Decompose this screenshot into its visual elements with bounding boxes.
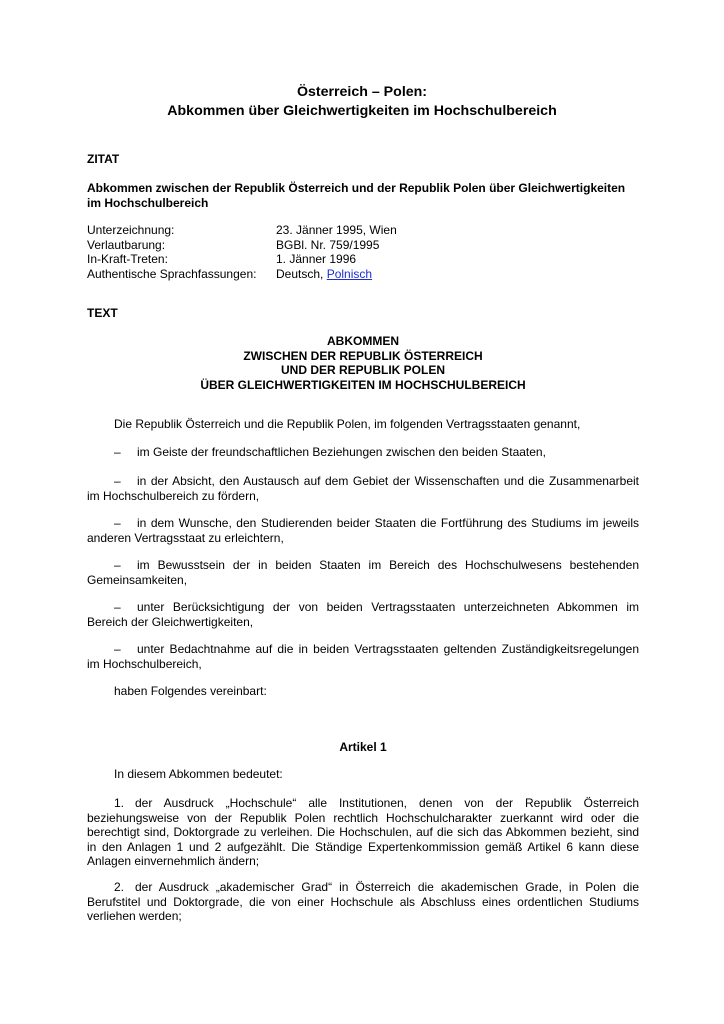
title-line-1: Österreich – Polen: (296, 84, 428, 100)
preamble-clause (87, 600, 639, 629)
definition-item (87, 796, 639, 869)
polish-version-link[interactable]: Polnisch (326, 266, 373, 281)
dash-marker: – (114, 474, 121, 488)
clause-text: im Bewusstsein der in beiden Staaten im Bereich des Hochschulwesens bestehenden Gemeinsamkeiten, (87, 558, 639, 587)
agreement-title-line: UND DER REPUBLIK POLEN (280, 363, 445, 377)
agreed-statement: haben Folgendes vereinbart: (114, 684, 267, 698)
clause-text: in dem Wunsche, den Studierenden beider Staaten die Fortführung des Studiums im jeweils anderen Vertragsstaat zu erleichtern, (87, 516, 639, 545)
agreement-title (87, 334, 639, 392)
agreement-title-line: ABKOMMEN (327, 334, 399, 348)
metadata-label: Unterzeichnung: (87, 223, 175, 237)
metadata-row (87, 252, 639, 267)
metadata-value: BGBl. Nr. 759/1995 (276, 237, 380, 252)
dash-marker: – (114, 516, 121, 530)
item-text: der Ausdruck „Hochschule“ alle Institutionen, denen von der Republik Österreich beziehungsweise von der Republik Polen rechtlich Hochschulcharakter zuerkannt wird oder die berechtigt sind, Doktorgrade zu verleihen. Die Hochschulen, auf die sich das Abkommen bezieht, sind in den Anlagen 1 und 2 aufgezählt. Die Ständige Expertenkommission gemäß Artikel 6 kann diese Anlagen einvernehmlich ändern; (87, 796, 639, 868)
metadata-value (276, 267, 372, 282)
metadata-row (87, 223, 639, 238)
metadata-row (87, 267, 639, 282)
preamble-clause (87, 516, 639, 545)
language-german: Deutsch, (276, 266, 327, 281)
agreement-title-line: ÜBER GLEICHWERTIGKEITEN IM HOCHSCHULBEREICH (200, 377, 526, 392)
metadata-label: Verlautbarung: (87, 237, 166, 252)
metadata-row (87, 238, 639, 253)
text-heading: TEXT (87, 306, 118, 320)
metadata-value: 1. Jänner 1996 (276, 252, 357, 266)
dash-marker: – (114, 558, 121, 572)
dash-marker: – (114, 600, 121, 614)
metadata-label: In-Kraft-Treten: (87, 252, 168, 266)
item-number: 1. (114, 796, 125, 810)
metadata-label: Authentische Sprachfassungen: (87, 266, 257, 281)
article-intro: In diesem Abkommen bedeutet: (114, 767, 283, 781)
preamble-clause (87, 558, 639, 587)
zitat-full-title: Abkommen zwischen der Republik Österreich und der Republik Polen über Gleichwertigkeiten im Hochschulbereich (87, 181, 626, 210)
preamble-clause (87, 445, 639, 460)
agreement-title-line: ZWISCHEN DER REPUBLIK ÖSTERREICH (243, 348, 483, 363)
zitat-heading: ZITAT (87, 152, 120, 166)
definition-item (87, 880, 639, 924)
metadata-value: 23. Jänner 1995, Wien (276, 223, 397, 237)
preamble-clause (87, 642, 639, 671)
metadata-table (87, 223, 639, 281)
document-title (0, 83, 724, 121)
clause-text: in der Absicht, den Austausch auf dem Gebiet der Wissenschaften und die Zusammenarbeit im Hochschulbereich zu fördern, (87, 474, 639, 503)
dash-marker: – (114, 642, 121, 656)
item-text: der Ausdruck „akademischer Grad“ in Österreich die akademischen Grade, in Polen die Berufstitel und Doktorgrade, die von einer Hochschule als Abschluss eines ordentlichen Studiums verliehen werden; (87, 880, 639, 923)
clause-text: unter Berücksichtigung der von beiden Vertragsstaaten unterzeichneten Abkommen im Bereich der Gleichwertigkeiten, (87, 600, 639, 629)
item-number: 2. (114, 880, 125, 894)
clause-text: unter Bedachtnahme auf die in beiden Vertragsstaaten geltenden Zuständigkeitsregelungen im Hochschulbereich, (87, 642, 639, 671)
dash-marker: – (114, 445, 121, 459)
clause-text: im Geiste der freundschaftlichen Beziehungen zwischen den beiden Staaten, (137, 445, 546, 459)
preamble-intro: Die Republik Österreich und die Republik Polen, im folgenden Vertragsstaaten genannt, (114, 417, 581, 431)
preamble-clause (87, 474, 639, 503)
article-heading: Artikel 1 (339, 740, 387, 754)
title-line-2: Abkommen über Gleichwertigkeiten im Hochschulbereich (167, 103, 557, 119)
